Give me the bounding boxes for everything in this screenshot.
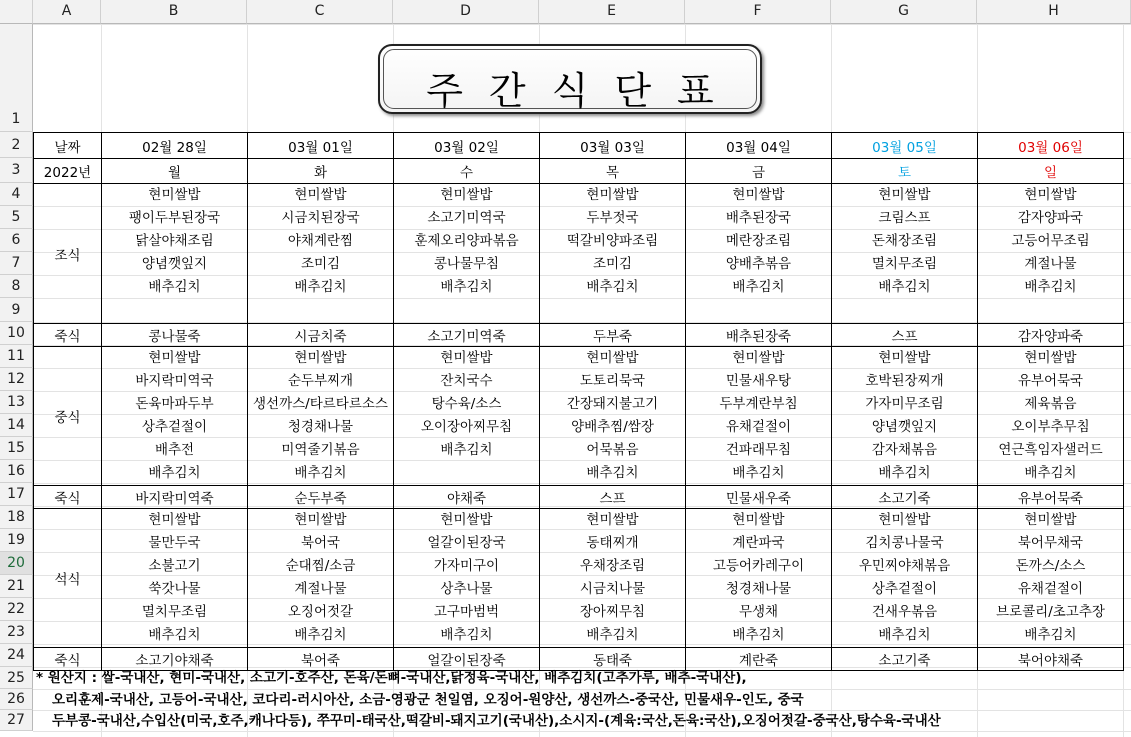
menu-item[interactable]: 연근흑임자샐러드 [998,442,1103,458]
meal-items [832,509,977,647]
menu-item[interactable]: 바지락미역국 [135,373,214,389]
gridline-horizontal [33,731,1131,732]
menu-item[interactable]: 현미쌀밥 [732,512,785,528]
menu-item[interactable]: 현미쌀밥 [148,512,201,528]
menu-item[interactable]: 김치콩나물국 [865,535,944,551]
porridge-cell[interactable]: 북어죽 [248,648,394,671]
porridge-cell[interactable]: 배추된장죽 [686,324,832,347]
row-header-19[interactable]: 19 [0,529,33,552]
meal-items [248,347,393,485]
porridge-label[interactable]: 죽식 [34,324,102,347]
porridge-cell[interactable]: 계란죽 [686,648,832,671]
menu-item[interactable]: 북어국 [300,535,341,551]
meal-items [832,347,977,485]
menu-item[interactable]: 현미쌀밥 [878,512,931,528]
menu-item[interactable]: 배추김치 [878,627,931,643]
date-cell[interactable]: 03월 04일 [686,133,832,159]
menu-item[interactable]: 돈육마파두부 [135,396,214,412]
year-label[interactable]: 2022년 [34,159,102,184]
menu-item[interactable]: 닭살야채조림 [135,233,214,249]
row-header-22[interactable]: 22 [0,598,33,621]
meal-day-cell[interactable] [978,509,1124,648]
menu-item[interactable]: 오징어젓갈 [287,604,354,620]
menu-item[interactable]: 배추김치 [586,627,639,643]
meal-items [394,347,539,485]
menu-item[interactable]: 도토리묵국 [579,373,646,389]
menu-item[interactable]: 현미쌀밥 [148,187,201,203]
meal-items [686,347,831,485]
menu-item[interactable]: 조미김 [300,256,341,272]
menu-item[interactable]: 양배추찜/쌈장 [571,419,654,435]
weekday-cell[interactable]: 월 [102,159,248,184]
row-header-10[interactable]: 10 [0,322,33,345]
porridge-cell[interactable]: 유부어묵죽 [978,486,1124,509]
meal-day-cell[interactable] [540,347,686,486]
menu-item[interactable]: 멸치무조림 [141,604,208,620]
column-header-f[interactable]: F [685,0,831,24]
weekday-cell[interactable]: 일 [978,159,1124,184]
menu-item[interactable]: 우채장조림 [579,558,646,574]
meal-items [540,184,685,323]
porridge-cell[interactable]: 소고기죽 [832,486,978,509]
porridge-label[interactable]: 죽식 [34,486,102,509]
menu-item[interactable]: 배추김치 [878,279,931,295]
menu-item[interactable]: 배추전 [154,442,195,458]
menu-item[interactable]: 유채겉절이 [725,419,792,435]
menu-item[interactable]: 현미쌀밥 [148,350,201,366]
weekday-cell[interactable]: 목 [540,159,686,184]
row-header-24[interactable]: 24 [0,644,33,667]
menu-item[interactable]: 배추김치 [732,627,785,643]
menu-item[interactable]: 현미쌀밥 [878,350,931,366]
menu-item[interactable]: 쑥갓나물 [148,581,201,597]
meal-items [102,184,247,323]
meal-items [248,509,393,647]
row-header-27[interactable]: 27 [0,710,33,731]
meal-day-cell[interactable] [686,347,832,486]
menu-item[interactable]: 가자미무조림 [865,396,944,412]
row-header-11[interactable]: 11 [0,345,33,368]
row-header-5[interactable]: 5 [0,206,33,229]
menu-item[interactable]: 조미김 [592,256,633,272]
menu-item[interactable]: 배추김치 [148,279,201,295]
menu-item[interactable]: 떡갈비양파조림 [566,233,659,249]
weekday-cell[interactable]: 토 [832,159,978,184]
menu-item[interactable]: 무생채 [738,604,779,620]
menu-item[interactable]: 물만두국 [148,535,201,551]
menu-item[interactable]: 현미쌀밥 [294,512,347,528]
date-cell[interactable]: 02월 28일 [102,133,248,159]
row-header-9[interactable]: 9 [0,298,33,322]
menu-item[interactable]: 배추김치 [1024,465,1077,481]
date-label[interactable]: 날짜 [34,133,102,159]
porridge-cell[interactable]: 스프 [540,486,686,509]
porridge-cell[interactable]: 스프 [832,324,978,347]
porridge-cell[interactable]: 시금치죽 [248,324,394,347]
menu-item[interactable]: 두부계란부침 [719,396,798,412]
menu-item[interactable]: 현미쌀밥 [294,350,347,366]
porridge-cell[interactable]: 감자양파죽 [978,324,1124,347]
row-header-7[interactable]: 7 [0,252,33,275]
row-header-2[interactable]: 2 [0,132,33,158]
menu-item[interactable]: 양념깻잎지 [871,419,938,435]
menu-table [33,132,1124,671]
lunch-label[interactable]: 중식 [34,347,102,486]
porridge-label[interactable]: 죽식 [34,648,102,671]
meal-day-cell[interactable] [832,347,978,486]
menu-item[interactable]: 미역줄기볶음 [281,442,360,458]
meal-items [832,184,977,323]
menu-item[interactable]: 야채계란찜 [287,233,354,249]
column-header-e[interactable]: E [539,0,685,24]
porridge-cell[interactable]: 민물새우죽 [686,486,832,509]
meal-items [248,184,393,323]
menu-item[interactable]: 오이부추무침 [1011,419,1090,435]
menu-item[interactable]: 청경채나물 [725,581,792,597]
menu-item[interactable]: 배추김치 [294,465,347,481]
meal-day-cell[interactable] [540,184,686,324]
menu-item[interactable]: 생선까스/타르타르소스 [253,396,388,412]
meal-items [686,509,831,647]
porridge-cell[interactable]: 소고기미역죽 [394,324,540,347]
porridge-cell[interactable]: 얼갈이된장죽 [394,648,540,671]
menu-item[interactable]: 배추김치 [440,627,493,643]
menu-item[interactable]: 고등어카레구이 [712,558,805,574]
menu-item[interactable]: 현미쌀밥 [586,187,639,203]
menu-item[interactable]: 배추김치 [586,279,639,295]
menu-item[interactable]: 배추김치 [440,442,493,458]
menu-item[interactable]: 크림스프 [878,210,931,226]
menu-item[interactable]: 잔치국수 [440,373,493,389]
menu-item[interactable]: 계절나물 [1024,256,1077,272]
menu-item[interactable]: 현미쌀밥 [440,350,493,366]
menu-item[interactable]: 배추김치 [586,465,639,481]
porridge-cell[interactable]: 소고기죽 [832,648,978,671]
porridge-cell[interactable]: 콩나물죽 [102,324,248,347]
row-header-14[interactable]: 14 [0,414,33,437]
menu-item[interactable]: 우민찌야채볶음 [858,558,951,574]
origin-note-1[interactable]: * 원산지 : 쌀-국내산, 현미-국내산, 소고기-호주산, 돈육/돈뼈-국내산,닭정육-국내산, 배추김치(고추가루, 배추-국내산), [36,670,747,686]
meal-items [394,509,539,647]
porridge-cell[interactable]: 야채죽 [394,486,540,509]
menu-item[interactable]: 돈채장조림 [871,233,938,249]
porridge-cell[interactable]: 동태죽 [540,648,686,671]
meal-items [540,509,685,647]
menu-item[interactable]: 현미쌀밥 [878,187,931,203]
menu-item[interactable]: 배추김치 [732,465,785,481]
menu-item[interactable]: 현미쌀밥 [732,350,785,366]
menu-item[interactable]: 순대찜/소금 [285,558,356,574]
menu-item[interactable]: 감자채볶음 [871,442,938,458]
menu-item[interactable]: 배추김치 [1024,279,1077,295]
meal-day-cell[interactable] [102,347,248,486]
menu-item[interactable]: 브로콜리/초고추장 [996,604,1105,620]
meal-day-cell[interactable] [978,347,1124,486]
menu-item[interactable]: 현미쌀밥 [586,512,639,528]
porridge-cell[interactable]: 소고기야채죽 [102,648,248,671]
menu-item[interactable]: 현미쌀밥 [1024,187,1077,203]
menu-item[interactable]: 북어무채국 [1017,535,1084,551]
meal-day-cell[interactable] [394,509,540,648]
menu-item[interactable]: 현미쌀밥 [732,187,785,203]
menu-item[interactable]: 탕수육/소스 [431,396,502,412]
menu-item[interactable]: 배추김치 [294,627,347,643]
porridge-cell[interactable]: 북어야채죽 [978,648,1124,671]
row-header-20[interactable]: 20 [0,552,33,575]
row-header-18[interactable]: 18 [0,506,33,529]
menu-item[interactable] [394,462,539,485]
date-cell[interactable]: 03월 02일 [394,133,540,159]
menu-item[interactable]: 상추겉절이 [141,419,208,435]
menu-item[interactable]: 가자미구이 [433,558,500,574]
menu-item[interactable]: 배추김치 [148,465,201,481]
menu-item[interactable]: 배추김치 [1024,627,1077,643]
menu-item[interactable]: 제육볶음 [1024,396,1077,412]
meal-day-cell[interactable] [248,347,394,486]
menu-item[interactable]: 배추김치 [294,279,347,295]
weekday-cell[interactable]: 수 [394,159,540,184]
menu-item[interactable]: 현미쌀밥 [440,187,493,203]
menu-item[interactable]: 현미쌀밥 [586,350,639,366]
porridge-cell[interactable]: 바지락미역죽 [102,486,248,509]
menu-item[interactable]: 고등어무조림 [1011,233,1090,249]
menu-item[interactable]: 배추김치 [878,465,931,481]
menu-item[interactable]: 동태찌개 [586,535,639,551]
menu-item[interactable]: 청경채나물 [287,419,354,435]
menu-item[interactable]: 유부어묵국 [1017,373,1084,389]
row-header-1[interactable]: 1 [0,24,33,132]
origin-note-3[interactable]: 두부콩-국내산,수입산(미국,호주,캐나다등), 쭈꾸미-태국산,떡갈비-돼지고기(국내산),소시지-(계육:국산,돈육:국산),오징어젓갈-중국산,탕수육-국내산 [52,713,941,729]
menu-item[interactable]: 배추김치 [440,279,493,295]
date-cell[interactable]: 03월 06일 [978,133,1124,159]
column-header-g[interactable]: G [831,0,977,24]
meal-items [978,509,1123,647]
menu-item[interactable]: 감자양파국 [1017,210,1084,226]
date-cell[interactable]: 03월 05일 [832,133,978,159]
meal-items [102,347,247,485]
select-all-corner[interactable] [0,0,33,24]
menu-item[interactable]: 훈제오리양파볶음 [414,233,519,249]
meal-day-cell[interactable] [978,184,1124,324]
meal-items [686,184,831,323]
row-header-21[interactable]: 21 [0,575,33,598]
date-cell[interactable]: 03월 01일 [248,133,394,159]
menu-item[interactable]: 현미쌀밥 [440,512,493,528]
menu-item[interactable]: 간장돼지불고기 [566,396,659,412]
menu-item[interactable]: 현미쌀밥 [1024,512,1077,528]
row-header-15[interactable]: 15 [0,437,33,460]
porridge-cell[interactable]: 두부죽 [540,324,686,347]
menu-item[interactable]: 건파래무침 [725,442,792,458]
menu-item[interactable]: 양념깻잎지 [141,256,208,272]
meal-day-cell[interactable] [832,184,978,324]
menu-item[interactable]: 민물새우탕 [725,373,792,389]
menu-item[interactable]: 순두부찌개 [287,373,354,389]
menu-item[interactable]: 고구마범벅 [433,604,500,620]
menu-item[interactable]: 콩나물무침 [433,256,500,272]
meal-day-cell[interactable] [394,347,540,486]
row-header-12[interactable]: 12 [0,368,33,391]
dinner-label[interactable]: 석식 [34,509,102,648]
menu-item[interactable]: 계란파국 [732,535,785,551]
row-header-3[interactable]: 3 [0,158,33,183]
row-header-23[interactable]: 23 [0,621,33,644]
meal-day-cell[interactable] [686,184,832,324]
column-header-c[interactable]: C [247,0,393,24]
menu-item[interactable]: 현미쌀밥 [294,187,347,203]
menu-item[interactable]: 상추겉절이 [871,581,938,597]
porridge-cell[interactable]: 순두부죽 [248,486,394,509]
meal-items [978,347,1123,485]
row-header-8[interactable]: 8 [0,275,33,298]
breakfast-label[interactable]: 조식 [34,184,102,324]
meal-day-cell[interactable] [540,509,686,648]
menu-item[interactable]: 유채겉절이 [1017,581,1084,597]
meal-items [978,184,1123,323]
menu-item[interactable]: 메란장조림 [725,233,792,249]
column-header-b[interactable]: B [101,0,247,24]
menu-item[interactable]: 호박된장찌개 [865,373,944,389]
meal-day-cell[interactable] [394,184,540,324]
origin-note-2[interactable]: 오리훈제-국내산, 고등어-국내산, 코다리-러시아산, 소금-영광군 천일염, 오징어-원양산, 생선까스-중국산, 민물새우-인도, 중국 [52,692,804,708]
meal-items [102,509,247,647]
meal-day-cell[interactable] [686,509,832,648]
column-header-d[interactable]: D [393,0,539,24]
menu-item[interactable]: 돈까스/소스 [1015,558,1086,574]
menu-item[interactable]: 현미쌀밥 [1024,350,1077,366]
row-header-25[interactable]: 25 [0,667,33,689]
meal-items [394,184,539,323]
menu-item[interactable]: 건새우볶음 [871,604,938,620]
menu-item[interactable]: 멸치무조림 [871,256,938,272]
row-header-26[interactable]: 26 [0,689,33,710]
menu-item[interactable]: 어묵볶음 [586,442,639,458]
column-header-a[interactable]: A [33,0,101,24]
menu-item[interactable]: 얼갈이된장국 [427,535,506,551]
row-header-17[interactable]: 17 [0,483,33,506]
menu-item[interactable]: 소불고기 [148,558,201,574]
meal-items [540,347,685,485]
meal-day-cell[interactable] [248,509,394,648]
menu-item[interactable]: 시금치된장국 [281,210,360,226]
column-header-bar [0,0,1131,24]
page-title: 주간식단표 [426,69,740,113]
menu-item[interactable]: 두부젓국 [586,210,639,226]
menu-item[interactable]: 소고기미역국 [427,210,506,226]
menu-item[interactable]: 배추김치 [148,627,201,643]
weekday-cell[interactable]: 화 [248,159,394,184]
title-banner [378,44,762,114]
meal-day-cell[interactable] [832,509,978,648]
menu-item[interactable]: 상추나물 [440,581,493,597]
menu-item[interactable]: 배추된장국 [725,210,792,226]
row-header-4[interactable]: 4 [0,183,33,206]
row-header-6[interactable]: 6 [0,229,33,252]
weekday-cell[interactable]: 금 [686,159,832,184]
menu-item[interactable]: 계절나물 [294,581,347,597]
menu-item[interactable]: 팽이두부된장국 [128,210,221,226]
column-header-h[interactable]: H [977,0,1131,24]
date-cell[interactable]: 03월 03일 [540,133,686,159]
menu-item[interactable]: 오이장아찌무침 [420,419,513,435]
menu-item[interactable]: 배추김치 [732,279,785,295]
menu-item[interactable]: 장아찌무침 [579,604,646,620]
gridline-horizontal [33,24,1131,25]
row-header-13[interactable]: 13 [0,391,33,414]
meal-day-cell[interactable] [102,184,248,324]
row-header-16[interactable]: 16 [0,460,33,483]
menu-item[interactable]: 시금치나물 [579,581,646,597]
meal-day-cell[interactable] [248,184,394,324]
menu-item[interactable]: 양배추볶음 [725,256,792,272]
meal-day-cell[interactable] [102,509,248,648]
